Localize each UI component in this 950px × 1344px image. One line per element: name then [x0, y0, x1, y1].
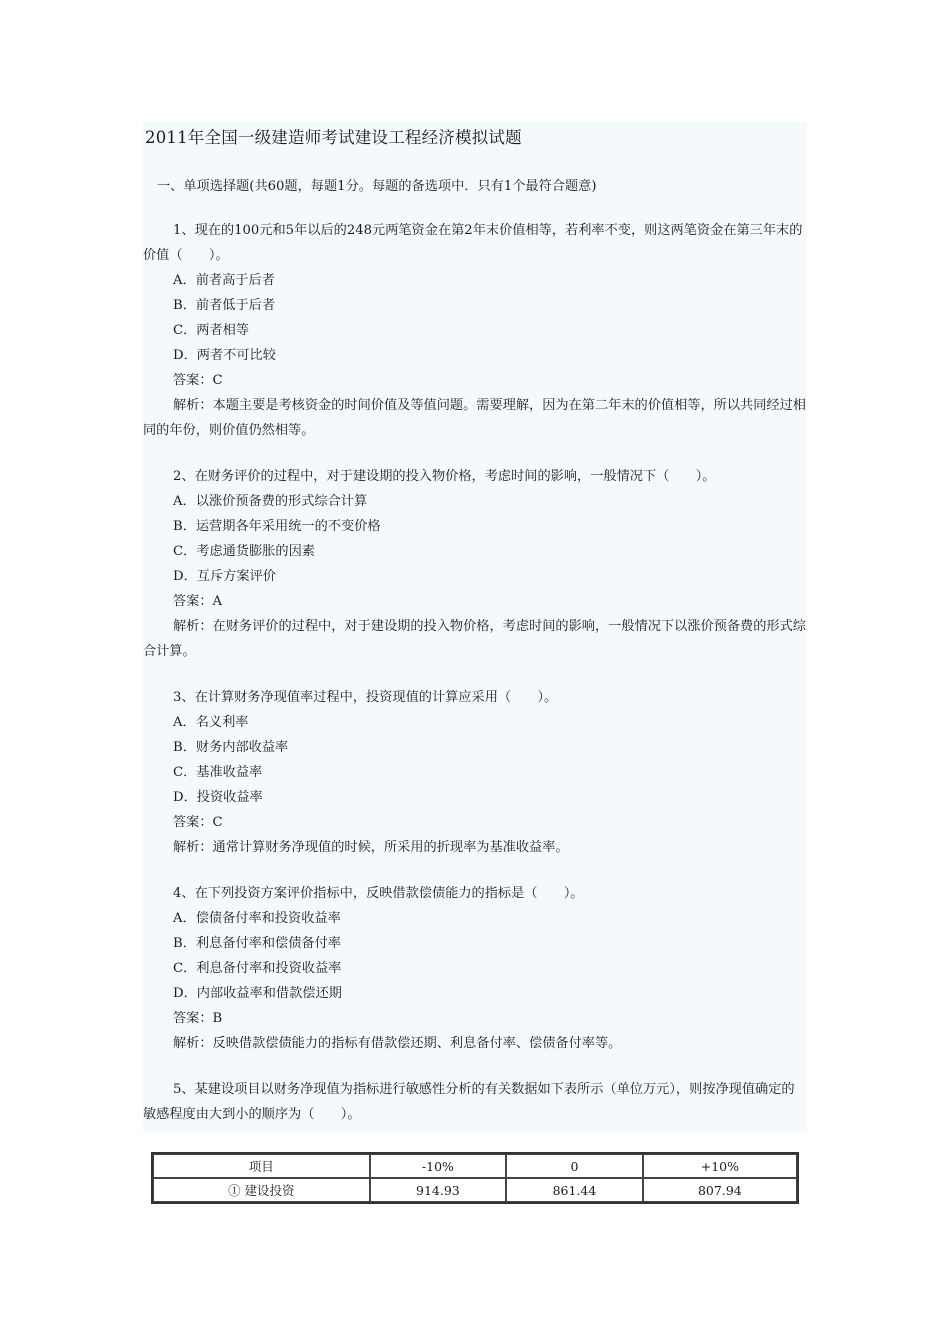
answer: 答案：C	[173, 373, 223, 388]
option-c: C．利息备付率和投资收益率	[173, 961, 342, 976]
option-a: A．偿债备付率和投资收益率	[173, 911, 341, 926]
answer: 答案：B	[173, 1011, 223, 1026]
question-stem: 5、某建设项目以财务净现值为指标进行敏感性分析的有关数据如下表所示（单位万元），则按净现值确定的敏感程度由大到小的顺序为（ ）。	[143, 1082, 795, 1122]
analysis: 解析：在财务评价的过程中，对于建设期的投入物价格，考虑时间的影响，一般情况下以涨价预备费的形式综合计算。	[143, 619, 806, 659]
table-header-cell: -10%	[370, 1154, 507, 1178]
option-a: A．以涨价预备费的形式综合计算	[173, 494, 368, 509]
question-4	[143, 881, 807, 1056]
option-d: D．互斥方案评价	[173, 569, 276, 584]
question-stem: 3、在计算财务净现值率过程中，投资现值的计算应采用（ ）。	[173, 690, 558, 705]
table-header-row	[153, 1154, 797, 1178]
answer: 答案：C	[173, 815, 223, 830]
question-1	[143, 218, 807, 443]
option-b: B．财务内部收益率	[173, 740, 289, 755]
table-cell: 861.44	[506, 1178, 643, 1202]
option-d: D．投资收益率	[173, 790, 263, 805]
option-d: D．内部收益率和借款偿还期	[173, 986, 342, 1001]
answer: 答案：A	[173, 594, 223, 609]
table-header-cell: 项目	[153, 1154, 370, 1178]
table-header-cell: 0	[506, 1154, 643, 1178]
analysis: 解析：本题主要是考核资金的时间价值及等值问题。需要理解，因为在第二年末的价值相等，所以共同经过相同的年份，则价值仍然相等。	[143, 398, 806, 438]
option-b: B．利息备付率和偿债备付率	[173, 936, 341, 951]
option-b: B．运营期各年采用统一的不变价格	[173, 519, 381, 534]
question-stem: 1、现在的100元和5年以后的248元两笔资金在第2年末价值相等，若利率不变，则这两笔资金在第三年末的价值（ ）。	[143, 223, 803, 263]
option-c: C．考虑通货膨胀的因素	[173, 544, 315, 559]
table-cell: 807.94	[643, 1178, 797, 1202]
question-stem: 4、在下列投资方案评价指标中，反映借款偿债能力的指标是（ ）。	[173, 886, 584, 901]
table-cell: 914.93	[370, 1178, 507, 1202]
table-cell: ① 建设投资	[153, 1178, 370, 1202]
question-5	[143, 1077, 807, 1127]
option-a: A．前者高于后者	[173, 273, 275, 288]
option-c: C．基准收益率	[173, 765, 263, 780]
table-row	[153, 1178, 797, 1202]
document-body	[143, 126, 807, 1148]
question-stem: 2、在财务评价的过程中，对于建设期的投入物价格，考虑时间的影响，一般情况下（ ）。	[173, 469, 716, 484]
analysis: 解析：通常计算财务净现值的时候，所采用的折现率为基准收益率。	[173, 840, 569, 855]
document-title: 2011年全国一级建造师考试建设工程经济模拟试题	[145, 128, 522, 147]
option-a: A．名义利率	[173, 715, 249, 730]
section-heading: 一、单项选择题(共60题，每题1分。每题的备选项中．只有1个最符合题意)	[157, 179, 597, 194]
question-2	[143, 464, 807, 664]
question-3	[143, 685, 807, 860]
table-header-cell: +10%	[643, 1154, 797, 1178]
analysis: 解析：反映借款偿债能力的指标有借款偿还期、利息备付率、偿债备付率等。	[173, 1036, 622, 1051]
option-d: D．两者不可比较	[173, 348, 276, 363]
option-b: B．前者低于后者	[173, 298, 276, 313]
sensitivity-table	[151, 1152, 799, 1204]
option-c: C．两者相等	[173, 323, 250, 338]
